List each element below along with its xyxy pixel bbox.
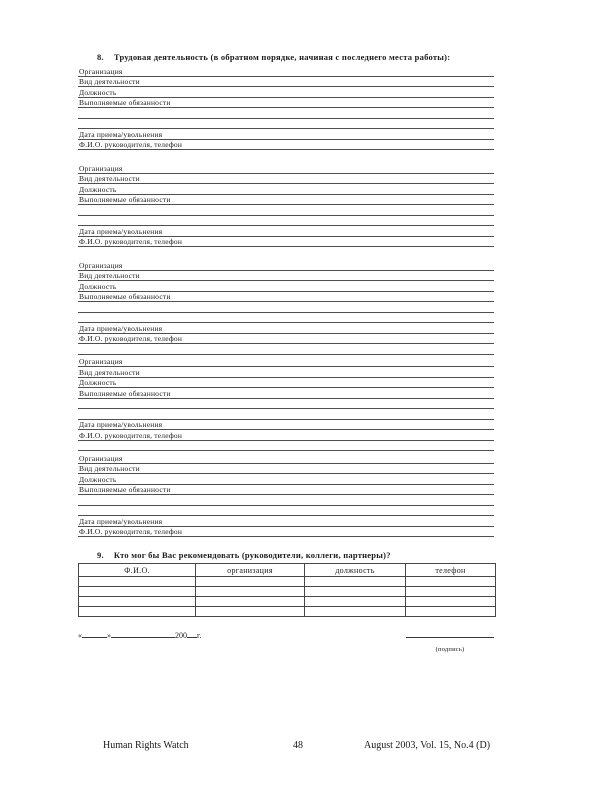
field-label: Ф.И.О. руководителя, телефон bbox=[79, 527, 183, 536]
references-cell bbox=[196, 597, 305, 607]
field-label: Дата приема/увольнения bbox=[79, 516, 163, 526]
section-9-title: Кто мог бы Вас рекомендовать (руководители, коллеги, партнеры)? bbox=[113, 550, 391, 560]
form-field-row bbox=[78, 163, 494, 174]
form-field-row bbox=[78, 516, 494, 527]
form-field-row bbox=[78, 129, 494, 140]
work-history-block bbox=[78, 66, 494, 150]
references-cell bbox=[406, 577, 496, 587]
field-label: Выполняемые обязанности bbox=[79, 388, 171, 398]
references-row bbox=[79, 597, 496, 607]
form-field-row bbox=[78, 281, 494, 292]
references-row bbox=[79, 577, 496, 587]
form-field-row bbox=[78, 464, 494, 475]
references-cell bbox=[305, 607, 406, 617]
footer-page-number: 48 bbox=[293, 740, 303, 751]
form-field-row bbox=[78, 420, 494, 431]
field-label: Ф.И.О. руководителя, телефон bbox=[79, 140, 183, 149]
references-cell bbox=[305, 577, 406, 587]
field-label: Ф.И.О. руководителя, телефон bbox=[79, 430, 183, 440]
form-field-row bbox=[78, 453, 494, 464]
form-field-row bbox=[78, 334, 494, 345]
blank-ruled-line bbox=[78, 344, 494, 355]
blank-ruled-line bbox=[78, 302, 494, 313]
field-label: Вид деятельности bbox=[79, 464, 140, 473]
date-year-suffix: г. bbox=[197, 631, 202, 640]
blank-ruled-line bbox=[78, 119, 494, 130]
blank-ruled-line bbox=[78, 313, 494, 324]
field-label: Выполняемые обязанности bbox=[79, 485, 171, 494]
form-field-row bbox=[78, 388, 494, 399]
field-label: Дата приема/увольнения bbox=[79, 420, 163, 429]
close-quote: » bbox=[107, 631, 111, 640]
form-field-row bbox=[78, 430, 494, 441]
references-column-header: Ф.И.О. bbox=[79, 564, 196, 577]
blank-ruled-line bbox=[78, 409, 494, 420]
form-field-row bbox=[78, 292, 494, 303]
field-label: Организация bbox=[79, 357, 123, 366]
open-quote: « bbox=[78, 631, 82, 640]
field-label: Организация bbox=[79, 163, 123, 173]
form-field-row bbox=[78, 378, 494, 389]
field-label: Ф.И.О. руководителя, телефон bbox=[79, 334, 183, 343]
blank-ruled-line bbox=[78, 205, 494, 216]
field-label: Выполняемые обязанности bbox=[79, 195, 171, 204]
form-field-row bbox=[78, 195, 494, 206]
form-field-row bbox=[78, 527, 494, 538]
references-table bbox=[78, 563, 496, 617]
form-content bbox=[78, 52, 494, 656]
signature-caption: (подпись) bbox=[435, 646, 465, 653]
field-label: Дата приема/увольнения bbox=[79, 226, 163, 236]
field-label: Вид деятельности bbox=[79, 174, 140, 183]
references-header-row bbox=[79, 564, 496, 577]
date-year-prefix: 200 bbox=[175, 631, 187, 640]
form-field-row bbox=[78, 98, 494, 109]
references-cell bbox=[305, 597, 406, 607]
form-field-row bbox=[78, 66, 494, 77]
form-field-row bbox=[78, 140, 494, 151]
form-field-row bbox=[78, 260, 494, 271]
references-cell bbox=[79, 607, 196, 617]
work-history-blocks bbox=[78, 66, 494, 537]
references-row bbox=[79, 587, 496, 597]
section-9-number: 9. bbox=[97, 550, 104, 560]
blank-ruled-line bbox=[78, 108, 494, 119]
form-field-row bbox=[78, 323, 494, 334]
work-history-block bbox=[78, 357, 494, 452]
references-cell bbox=[406, 587, 496, 597]
references-cell bbox=[305, 587, 406, 597]
field-label: Вид деятельности bbox=[79, 77, 140, 86]
section-8-number: 8. bbox=[97, 52, 104, 62]
field-label: Должность bbox=[79, 87, 117, 97]
form-field-row bbox=[78, 474, 494, 485]
field-label: Дата приема/увольнения bbox=[79, 323, 163, 333]
form-field-row bbox=[78, 271, 494, 282]
references-cell bbox=[79, 587, 196, 597]
form-field-row bbox=[78, 226, 494, 237]
references-cell bbox=[196, 577, 305, 587]
page-footer bbox=[0, 740, 612, 754]
form-field-row bbox=[78, 357, 494, 368]
blank-ruled-line bbox=[78, 399, 494, 410]
date-and-signature-row bbox=[78, 631, 494, 656]
section-8-title: Трудовая деятельность (в обратном порядке, начиная с последнего места работы): bbox=[113, 52, 451, 62]
date-month-blank bbox=[111, 631, 175, 638]
blank-ruled-line bbox=[78, 506, 494, 517]
field-label: Вид деятельности bbox=[79, 367, 140, 377]
references-cell bbox=[196, 607, 305, 617]
field-label: Выполняемые обязанности bbox=[79, 98, 171, 107]
date-line bbox=[78, 631, 201, 641]
footer-publisher: Human Rights Watch bbox=[103, 740, 189, 751]
section-8-heading bbox=[78, 52, 494, 62]
date-day-blank bbox=[82, 631, 107, 638]
field-label: Дата приема/увольнения bbox=[79, 129, 163, 139]
date-year-blank bbox=[187, 631, 197, 638]
field-label: Организация bbox=[79, 453, 123, 463]
form-field-row bbox=[78, 184, 494, 195]
references-row bbox=[79, 607, 496, 617]
references-cell bbox=[79, 577, 196, 587]
form-field-row bbox=[78, 237, 494, 248]
work-history-block bbox=[78, 453, 494, 537]
field-label: Должность bbox=[79, 184, 117, 194]
references-cell bbox=[196, 587, 305, 597]
signature-line bbox=[406, 632, 494, 638]
references-column-header: организация bbox=[196, 564, 305, 577]
section-9-heading bbox=[78, 550, 494, 560]
form-field-row bbox=[78, 367, 494, 378]
references-column-header: должность bbox=[305, 564, 406, 577]
signature-area bbox=[406, 632, 494, 656]
field-label: Вид деятельности bbox=[79, 271, 140, 280]
field-label: Организация bbox=[79, 66, 123, 76]
form-field-row bbox=[78, 87, 494, 98]
blank-ruled-line bbox=[78, 441, 494, 452]
work-history-block bbox=[78, 163, 494, 247]
references-cell bbox=[79, 597, 196, 607]
field-label: Выполняемые обязанности bbox=[79, 292, 171, 301]
footer-issue: August 2003, Vol. 15, No.4 (D) bbox=[364, 740, 491, 751]
form-field-row bbox=[78, 485, 494, 496]
form-field-row bbox=[78, 174, 494, 185]
work-history-block bbox=[78, 260, 494, 355]
field-label: Должность bbox=[79, 281, 117, 291]
field-label: Организация bbox=[79, 260, 123, 270]
blank-ruled-line bbox=[78, 216, 494, 227]
references-column-header: телефон bbox=[406, 564, 496, 577]
field-label: Ф.И.О. руководителя, телефон bbox=[79, 237, 183, 246]
references-cell bbox=[406, 607, 496, 617]
references-cell bbox=[406, 597, 496, 607]
form-field-row bbox=[78, 77, 494, 88]
field-label: Должность bbox=[79, 474, 117, 484]
blank-ruled-line bbox=[78, 495, 494, 506]
field-label: Должность bbox=[79, 378, 117, 387]
